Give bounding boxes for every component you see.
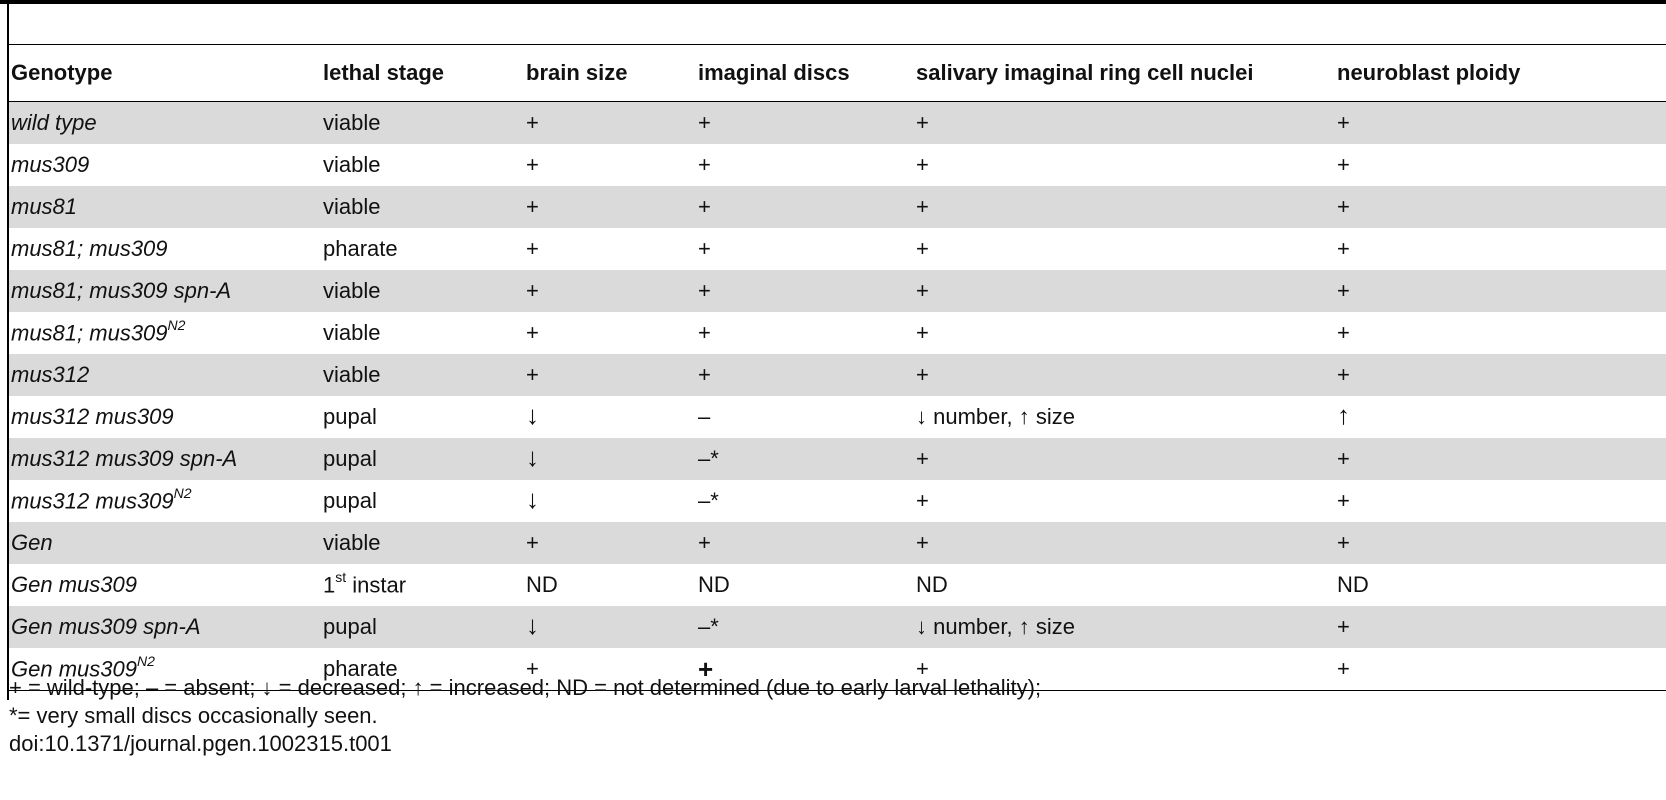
cell-imaginal-discs-text: + [698,362,711,387]
cell-imaginal-discs-text: + [698,320,711,345]
cell-brain-size-text: ND [526,572,558,597]
cell-salivary [914,312,1335,354]
cell-genotype-text: mus312 mus309 [11,488,174,514]
cell-lethal-stage-text: pharate [323,656,398,681]
cell-salivary-text: + [916,278,929,303]
cell-salivary-text: ↓ number, ↑ size [916,614,1075,639]
cell-salivary [914,144,1335,186]
cell-imaginal-discs-text: + [698,653,714,684]
cell-neuroblast-ploidy [1335,354,1666,396]
cell-lethal-stage-text: viable [323,152,381,177]
table-row [9,438,1666,480]
cell-imaginal-discs-text: ND [698,572,730,597]
cell-genotype [9,438,321,480]
top-rule [0,0,1666,4]
cell-brain-size [524,480,696,522]
cell-neuroblast-ploidy [1335,480,1666,522]
cell-salivary-text: + [916,488,929,513]
cell-imaginal-discs-text: –* [698,614,719,639]
cell-brain-size [524,228,696,270]
table-row [9,522,1666,564]
cell-imaginal-discs [696,438,914,480]
cell-brain-size-text: + [526,236,539,261]
footnote-doi: doi:10.1371/journal.pgen.1002315.t001 [9,731,392,756]
cell-lethal-stage [321,312,524,354]
table-row [9,102,1666,145]
cell-brain-size-text: + [526,110,539,135]
cell-brain-size [524,186,696,228]
cell-neuroblast-ploidy [1335,606,1666,648]
cell-genotype-text: mus312 mus309 [11,404,174,429]
cell-lethal-stage [321,270,524,312]
cell-genotype [9,606,321,648]
cell-brain-size-text: + [526,152,539,177]
cell-neuroblast-ploidy-text: + [1337,236,1350,261]
table-row [9,144,1666,186]
cell-imaginal-discs [696,144,914,186]
cell-salivary [914,522,1335,564]
cell-salivary-text: + [916,446,929,471]
table-row [9,354,1666,396]
genotype-superscript: N2 [173,485,192,502]
table-row [9,228,1666,270]
cell-salivary [914,480,1335,522]
cell-salivary [914,102,1335,145]
cell-brain-size [524,564,696,606]
cell-genotype [9,312,321,354]
cell-lethal-stage [321,396,524,438]
cell-brain-size-text: ↓ [526,484,539,514]
cell-lethal-stage [321,102,524,145]
cell-salivary [914,564,1335,606]
cell-lethal-stage-text: pupal [323,446,377,471]
cell-lethal-stage [321,144,524,186]
col-header-genotype: Genotype [11,60,113,85]
cell-lethal-stage-text: viable [323,194,381,219]
cell-salivary-text: + [916,152,929,177]
cell-imaginal-discs-text: + [698,278,711,303]
cell-genotype [9,396,321,438]
cell-lethal-stage-text: pupal [323,488,377,513]
cell-neuroblast-ploidy-text: + [1337,488,1350,513]
cell-neuroblast-ploidy-text: ↑ [1337,400,1350,430]
cell-neuroblast-ploidy-text: + [1337,320,1350,345]
cell-genotype-text: Gen [11,530,53,555]
cell-neuroblast-ploidy [1335,144,1666,186]
cell-neuroblast-ploidy [1335,186,1666,228]
cell-lethal-stage-text: viable [323,320,381,345]
cell-neuroblast-ploidy-text: + [1337,194,1350,219]
cell-brain-size [524,102,696,145]
cell-imaginal-discs [696,564,914,606]
table-row [9,186,1666,228]
cell-salivary-text: ↓ number, ↑ size [916,404,1075,429]
col-header-imaginal-discs: imaginal discs [698,60,850,85]
cell-brain-size [524,522,696,564]
cell-lethal-stage-text: pharate [323,236,398,261]
cell-genotype [9,186,321,228]
cell-genotype [9,144,321,186]
cell-brain-size [524,606,696,648]
footnote-asterisk: *= very small discs occasionally seen. [9,703,378,728]
cell-salivary-text: + [916,320,929,345]
cell-neuroblast-ploidy-text: + [1337,278,1350,303]
cell-salivary-text: + [916,530,929,555]
cell-brain-size [524,270,696,312]
table-row [9,480,1666,522]
cell-salivary-text: + [916,194,929,219]
table-row [9,396,1666,438]
cell-neuroblast-ploidy-text: + [1337,446,1350,471]
genotype-table [9,44,1666,691]
cell-lethal-stage [321,228,524,270]
cell-genotype-text: mus312 [11,362,90,387]
cell-brain-size [524,312,696,354]
cell-neuroblast-ploidy-text: + [1337,110,1350,135]
cell-imaginal-discs-text: + [698,194,711,219]
cell-brain-size-text: + [526,194,539,219]
cell-neuroblast-ploidy [1335,564,1666,606]
cell-salivary [914,396,1335,438]
cell-salivary-text: + [916,362,929,387]
cell-genotype [9,354,321,396]
table-row [9,606,1666,648]
cell-lethal-stage [321,354,524,396]
cell-brain-size-text: + [526,530,539,555]
cell-neuroblast-ploidy-text: + [1337,152,1350,177]
col-header-neuroblast-ploidy: neuroblast ploidy [1337,60,1521,85]
cell-genotype-text: mus81; mus309 [11,236,168,261]
cell-neuroblast-ploidy [1335,396,1666,438]
cell-genotype [9,522,321,564]
cell-neuroblast-ploidy [1335,270,1666,312]
cell-genotype-text: mus312 mus309 spn-A [11,446,238,471]
table-row [9,564,1666,606]
cell-lethal-stage-text: pupal [323,614,377,639]
cell-lethal-stage [321,480,524,522]
cell-imaginal-discs [696,228,914,270]
cell-imaginal-discs [696,480,914,522]
cell-brain-size-text: + [526,320,539,345]
cell-salivary [914,438,1335,480]
cell-brain-size-text: + [526,656,539,681]
cell-imaginal-discs-text: + [698,110,711,135]
lethal-superscript: st [335,569,347,586]
col-header-lethal-stage: lethal stage [323,60,445,85]
cell-neuroblast-ploidy [1335,312,1666,354]
cell-genotype-text: mus81; mus309 [11,320,168,346]
header-row [9,45,1666,102]
col-header-brain-size: brain size [526,60,628,85]
cell-neuroblast-ploidy-text: + [1337,656,1350,681]
cell-brain-size [524,396,696,438]
cell-genotype-text: Gen mus309 spn-A [11,614,201,639]
cell-genotype-text: mus81; mus309 spn-A [11,278,232,303]
cell-genotype [9,228,321,270]
cell-imaginal-discs [696,522,914,564]
cell-imaginal-discs-text: –* [698,446,719,471]
cell-genotype [9,102,321,145]
cell-salivary-text: + [916,110,929,135]
table-row [9,312,1666,354]
cell-lethal-stage-text: viable [323,530,381,555]
cell-neuroblast-ploidy-text: ND [1337,572,1369,597]
cell-genotype [9,564,321,606]
cell-lethal-stage-text: 1 [323,572,336,598]
cell-lethal-stage [321,186,524,228]
cell-brain-size-text: + [526,362,539,387]
cell-lethal-stage [321,606,524,648]
cell-lethal-stage [321,438,524,480]
cell-lethal-stage-text: viable [323,110,381,135]
cell-lethal-stage-text: viable [323,278,381,303]
cell-salivary [914,186,1335,228]
cell-neuroblast-ploidy [1335,102,1666,145]
cell-neuroblast-ploidy [1335,438,1666,480]
cell-lethal-stage [321,564,524,606]
cell-lethal-stage-text: pupal [323,404,377,429]
cell-lethal-stage-text: viable [323,362,381,387]
cell-brain-size-text: ↓ [526,400,539,430]
cell-neuroblast-ploidy [1335,648,1666,691]
cell-brain-size-text: ↓ [526,610,539,640]
lethal-suffix: instar [346,572,407,598]
genotype-superscript: N2 [136,653,155,670]
cell-genotype-text: mus81 [11,194,78,219]
cell-genotype [9,270,321,312]
cell-imaginal-discs [696,270,914,312]
cell-imaginal-discs-text: + [698,152,711,177]
cell-imaginal-discs [696,354,914,396]
cell-salivary-text: + [916,656,929,681]
cell-imaginal-discs [696,102,914,145]
cell-brain-size [524,438,696,480]
cell-brain-size-text: + [526,278,539,303]
col-header-salivary: salivary imaginal ring cell nuclei [916,60,1254,85]
cell-genotype-text: wild type [11,110,97,135]
cell-brain-size-text: ↓ [526,442,539,472]
cell-neuroblast-ploidy-text: + [1337,614,1350,639]
cell-imaginal-discs [696,186,914,228]
cell-imaginal-discs-text: + [698,530,711,555]
cell-imaginal-discs-text: – [698,404,711,429]
cell-imaginal-discs [696,312,914,354]
cell-neuroblast-ploidy-text: + [1337,362,1350,387]
cell-salivary [914,228,1335,270]
cell-imaginal-discs [696,606,914,648]
footnote-legend: + = wild-type; – = absent; ↓ = decreased; ↑ = increased; ND = not determined (due to early larval lethality); [9,675,1042,700]
cell-brain-size [524,144,696,186]
cell-imaginal-discs [696,396,914,438]
cell-neuroblast-ploidy [1335,522,1666,564]
cell-salivary-text: + [916,236,929,261]
cell-neuroblast-ploidy-text: + [1337,530,1350,555]
cell-genotype [9,480,321,522]
table-row [9,270,1666,312]
genotype-superscript: N2 [167,317,186,334]
cell-genotype-text: Gen mus309 [11,572,137,597]
cell-genotype-text: Gen mus309 [11,656,137,682]
cell-neuroblast-ploidy [1335,228,1666,270]
cell-salivary [914,606,1335,648]
cell-genotype-text: mus309 [11,152,90,177]
cell-brain-size [524,354,696,396]
cell-salivary-text: ND [916,572,948,597]
cell-imaginal-discs-text: –* [698,488,719,513]
cell-lethal-stage [321,522,524,564]
cell-salivary [914,270,1335,312]
cell-salivary [914,354,1335,396]
cell-imaginal-discs-text: + [698,236,711,261]
